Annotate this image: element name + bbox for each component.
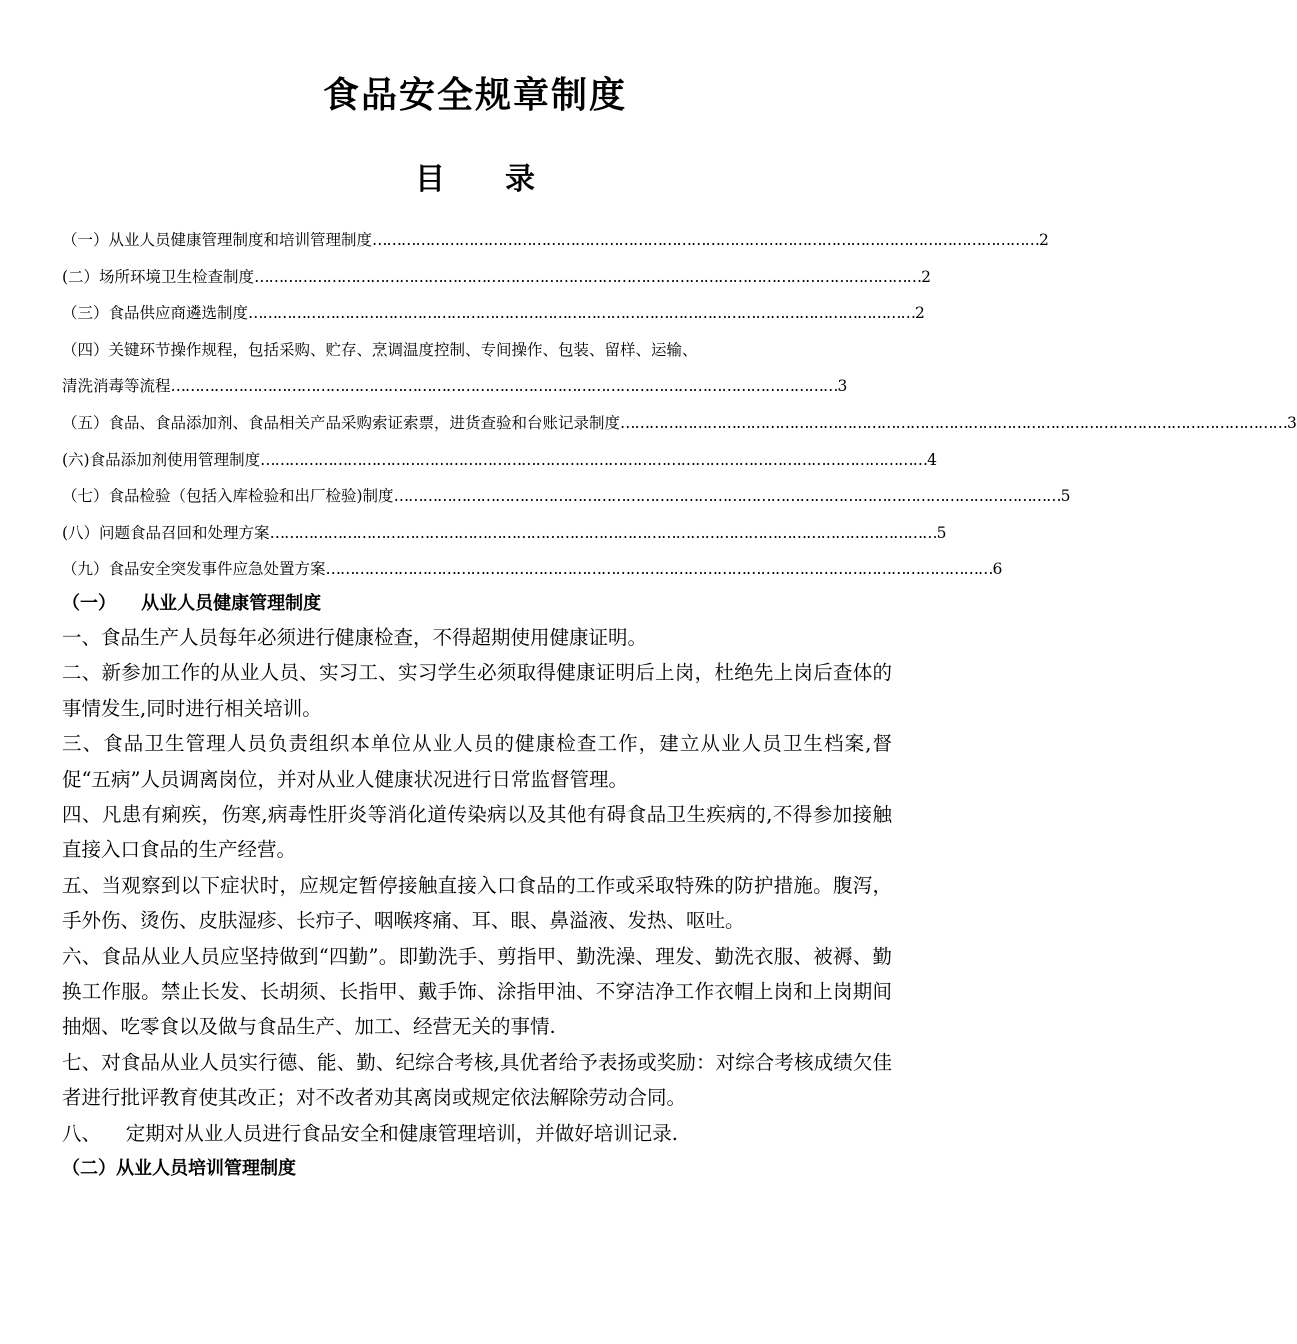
toc-entry-7[interactable] <box>62 482 1071 519</box>
toc-entry-9[interactable] <box>62 555 1003 592</box>
toc-entry-page: 2 <box>915 304 925 323</box>
toc-entry-8[interactable] <box>62 519 947 556</box>
section-1-paragraph-2: 二、新参加工作的从业人员、实习工、实习学生必须取得健康证明后上岗，杜绝先上岗后查体的事情发生,同时进行相关培训。 <box>62 661 892 720</box>
toc-entry-page: 5 <box>1060 487 1071 506</box>
toc-entry-page: 3 <box>1287 413 1297 432</box>
toc-leader-dots: ………………………………………………………………………………………………………………………… <box>325 560 993 579</box>
toc-leader-dots: ………………………………………………………………………………………………………………………… <box>254 267 922 286</box>
toc-entry-label: （五）食品、食品添加剂、食品相关产品采购索证索票，进货查验和台账记录制度 <box>62 413 621 432</box>
toc-entry-label: (二）场所环境卫生检查制度 <box>62 267 255 286</box>
toc-entry-label: （一）从业人员健康管理制度和培训管理制度 <box>62 231 373 249</box>
toc-entry-page: 4 <box>927 450 937 469</box>
section-1-heading: （一） 从业人员健康管理制度 <box>62 593 322 614</box>
toc-entry-label: (六)食品添加剂使用管理制度 <box>62 450 261 469</box>
section-1-paragraph-1: 一、食品生产人员每年必须进行健康检查，不得超期使用健康证明。 <box>62 626 648 649</box>
toc-entry-label: (八）问题食品召回和处理方案 <box>62 523 270 542</box>
toc-heading <box>0 160 950 200</box>
section-1-paragraph-8: 八、 定期对从业人员进行食品安全和健康管理培训，并做好培训记录. <box>62 1121 678 1145</box>
toc-leader-dots: ………………………………………………………………………………………………………………………… <box>372 231 1040 249</box>
toc-leader-dots: ………………………………………………………………………………………………………………………… <box>248 304 916 323</box>
toc-entry-page: 2 <box>921 267 931 286</box>
toc-leader-dots: ………………………………………………………………………………………………………………………… <box>260 450 928 469</box>
toc-entry-page: 3 <box>837 377 848 396</box>
section-1-paragraph-5: 五、当观察到以下症状时，应规定暂停接触直接入口食品的工作或采取特殊的防护措施。腹泻，手外伤、烫伤、皮肤湿疹、长疖子、咽喉疼痛、耳、眼、鼻溢液、发热、呕吐。 <box>62 873 892 933</box>
toc-leader-dots: ………………………………………………………………………………………………………………………… <box>393 487 1061 506</box>
document-title: 食品安全规章制度 <box>322 75 627 116</box>
section-2-heading: （二）从业人员培训管理制度 <box>62 1158 296 1180</box>
toc-entry-4-line-1[interactable]: （四）关键环节操作规程，包括采购、贮存、烹调温度控制、专间操作、包装、留样、运输、 <box>62 340 698 359</box>
toc-entry-page: 2 <box>1039 231 1049 249</box>
toc-entry-label: （九）食品安全突发事件应急处置方案 <box>62 560 326 579</box>
section-1-paragraph-6: 六、食品从业人员应坚持做到“四勤”。即勤洗手、剪指甲、勤洗澡、理发、勤洗衣服、被褥、勤换工作服。禁止长发、长胡须、长指甲、戴手饰、涂指甲油、不穿洁净工作衣帽上岗和上岗期间抽烟、吃零食以及做与食品生产、加工、经营无关的事情. <box>62 944 892 1039</box>
toc-entry-3[interactable] <box>62 299 925 336</box>
toc-leader-dots: ………………………………………………………………………………………………………………………… <box>620 413 1288 432</box>
toc-entry-page: 5 <box>936 523 947 542</box>
toc-leader-dots: ………………………………………………………………………………………………………………………… <box>269 523 937 542</box>
toc-entry-label: （七）食品检验（包括入库检验和出厂检验)制度 <box>62 487 394 506</box>
toc-entry-4[interactable] <box>62 372 848 409</box>
toc-entry-1[interactable] <box>62 226 1049 263</box>
toc-entry-label: （三）食品供应商遴选制度 <box>62 304 249 323</box>
section-1-paragraph-7: 七、对食品从业人员实行德、能、勤、纪综合考核,具优者给予表扬或奖励：对综合考核成绩欠佳者进行批评教育使其改正；对不改者劝其离岗或规定依法解除劳动合同。 <box>62 1050 892 1110</box>
toc-leader-dots: ………………………………………………………………………………………………………………………… <box>170 377 838 396</box>
toc-entry-page: 6 <box>992 560 1003 579</box>
document-body <box>62 588 892 1185</box>
section-1-paragraph-4: 四、凡患有痢疾，伤寒,病毒性肝炎等消化道传染病以及其他有碍食品卫生疾病的,不得参加接触直接入口食品的生产经营。 <box>62 803 892 862</box>
toc-entry-2[interactable] <box>62 263 931 300</box>
toc-entry-5[interactable] <box>62 409 1297 446</box>
toc-entry-6[interactable] <box>62 446 937 483</box>
table-of-contents <box>62 226 1297 592</box>
toc-heading-char-2: 录 <box>505 162 535 197</box>
toc-heading-char-1: 目 <box>415 162 445 197</box>
section-1-paragraph-3: 三、食品卫生管理人员负责组织本单位从业人员的健康检查工作，建立从业人员卫生档案,督促“五病”人员调离岗位，并对从业人健康状况进行日常监督管理。 <box>62 732 892 791</box>
toc-entry-label: 清洗消毒等流程 <box>62 377 171 396</box>
